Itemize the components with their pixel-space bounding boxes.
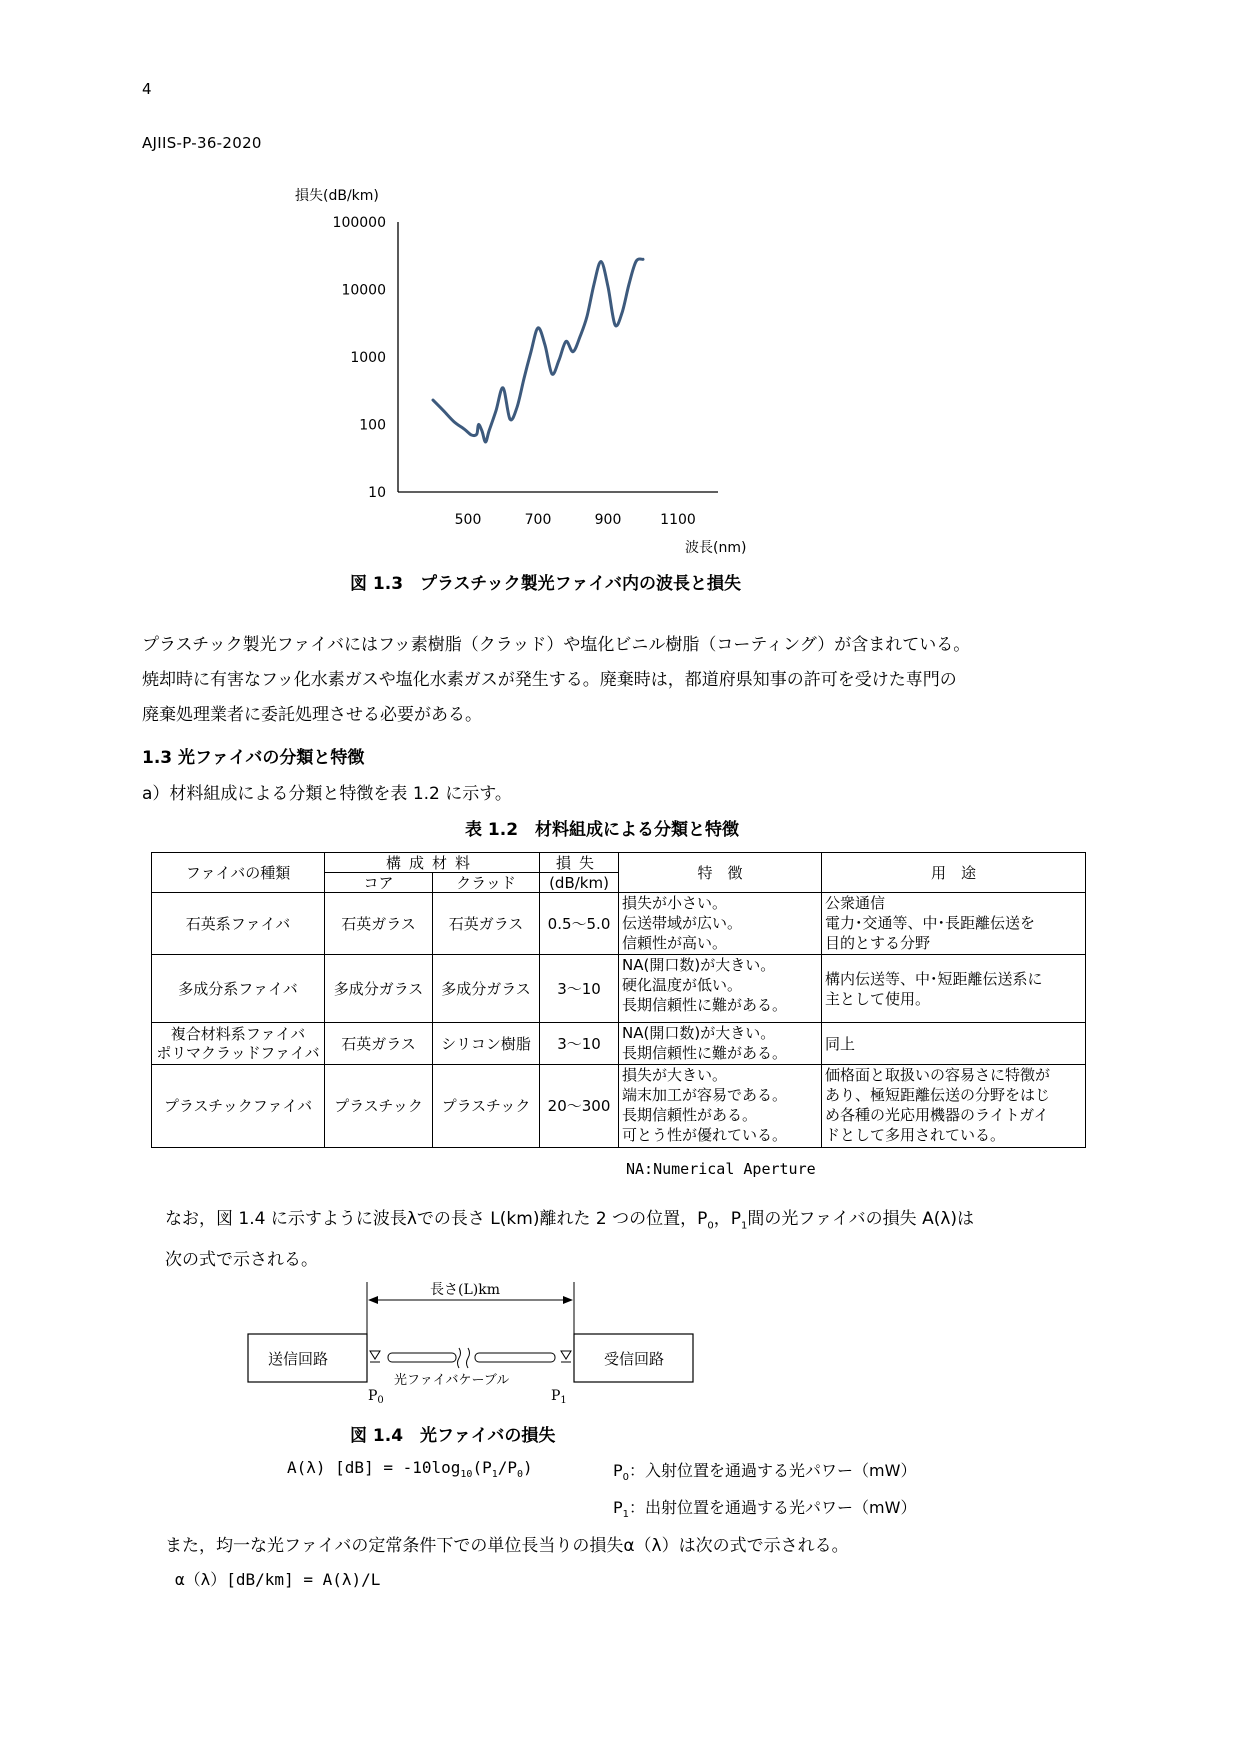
header-core: コア <box>325 873 433 893</box>
cell-clad: シリコン樹脂 <box>433 1023 540 1065</box>
cell-core: プラスチック <box>325 1065 433 1148</box>
cell-use: 構内伝送等、中･短距離伝送系に 主として使用。 <box>822 955 1086 1023</box>
y-tick-label: 10 <box>368 485 386 501</box>
cell-core: 石英ガラス <box>325 1023 433 1065</box>
cell-type: 多成分系ファイバ <box>152 955 325 1023</box>
cell-loss: 0.5〜5.0 <box>540 893 619 955</box>
connector-left-icon <box>370 1351 380 1359</box>
table-1-2-caption: 表 1.2 材料組成による分類と特徴 <box>465 820 740 840</box>
y-tick-label: 10000 <box>341 282 386 299</box>
cell-clad: 多成分ガラス <box>433 955 540 1023</box>
list-item-a: a）材料組成による分類と特徴を表 1.2 に示す。 <box>142 784 512 804</box>
header-clad: クラッド <box>433 873 540 893</box>
fiber-classification-table <box>151 852 1086 1148</box>
x-tick-label: 900 <box>594 512 622 528</box>
y-tick-label: 100000 <box>332 215 386 231</box>
connector-right-icon <box>561 1351 571 1359</box>
cell-feature: NA(開口数)が大きい。 長期信頼性に難がある。 <box>619 1023 822 1065</box>
cell-loss: 20〜300 <box>540 1065 619 1148</box>
table-row <box>152 1065 1086 1148</box>
cell-use: 価格面と取扱いの容易さに特徴が あり、極短距離伝送の分野をはじ め各種の光応用機器のライトガイ ドとして多用されている。 <box>822 1065 1086 1148</box>
cell-feature: 損失が小さい。 伝送帯域が広い。 信頼性が高い。 <box>619 893 822 955</box>
cable-break-icon <box>458 1348 470 1368</box>
fiber-cable-right <box>475 1353 555 1362</box>
cell-clad: プラスチック <box>433 1065 540 1148</box>
figure-1-4-caption: 図 1.4 光ファイバの損失 <box>350 1426 556 1446</box>
x-tick-label: 500 <box>454 512 482 528</box>
table-row <box>152 955 1086 1023</box>
p0-label: $P_0$ <box>368 1388 384 1406</box>
cell-feature: 損失が大きい。 端末加工が容易である。 長期信頼性がある。 可とう性が優れている。 <box>619 1065 822 1148</box>
cell-clad: 石英ガラス <box>433 893 540 955</box>
header-loss-unit: (dB/km) <box>540 873 619 893</box>
header-use: 用 途 <box>822 853 1086 893</box>
x-tick-label: 1100 <box>660 512 696 528</box>
loss-formula: A(λ) $[dB] = -10\log_{10}(P_1/P_0)$ <box>287 1458 533 1481</box>
p0-definition: $P_0$：入射位置を通過する光パワー（mW） <box>613 1461 917 1484</box>
table-row <box>152 893 1086 955</box>
paragraph-unit-loss: また，均一な光ファイバの定常条件下での単位長当りの損失α（λ）は次の式で示される。 <box>165 1536 849 1556</box>
figure-1-3-caption: 図 1.3 プラスチック製光ファイバ内の波長と損失 <box>350 574 741 594</box>
loss-curve <box>433 259 643 442</box>
paragraph-line: 廃棄処理業者に委託処理させる必要がある。 <box>142 705 482 725</box>
page-number: 4 <box>142 80 152 98</box>
unit-loss-formula: α（λ）[dB/km] = A(λ)/L <box>175 1570 381 1589</box>
document-code: AJIIS-P-36-2020 <box>142 134 262 152</box>
cable-label: 光ファイバケーブル <box>394 1373 510 1388</box>
arrow-left-icon <box>368 1296 378 1304</box>
cell-type: プラスチックファイバ <box>152 1065 325 1148</box>
p1-label: $P_1$ <box>551 1388 567 1406</box>
header-feature: 特 徴 <box>619 853 822 893</box>
x-axis-label: 波長(nm) <box>685 540 747 556</box>
paragraph-loss-definition: なお，図 1.4 に示すように波長λでの長さ L(km)離れた 2 つの位置，$P_0$，$P_1$間の光ファイバの損失 A(λ)は 次の式で示される。 <box>165 1209 975 1271</box>
fiber-cable-left <box>388 1353 456 1362</box>
paragraph-line: プラスチック製光ファイバにはフッ素樹脂（クラッド）や塩化ビニル樹脂（コーティング）が含まれている。 <box>142 635 971 655</box>
p1-definition: $P_1$：出射位置を通過する光パワー（mW） <box>613 1498 917 1521</box>
header-material: 構成材料 <box>325 853 540 873</box>
fiber-loss-diagram <box>246 1282 696 1407</box>
cell-type: 石英系ファイバ <box>152 893 325 955</box>
cell-use: 同上 <box>822 1023 1086 1065</box>
length-label: 長さ(L)km <box>430 1282 500 1298</box>
cell-core: 石英ガラス <box>325 893 433 955</box>
header-loss: 損失 <box>540 853 619 873</box>
cell-loss: 3〜10 <box>540 1023 619 1065</box>
table-row <box>152 1023 1086 1065</box>
loss-wavelength-chart <box>280 180 760 570</box>
cell-use: 公衆通信 電力･交通等、中･長距離伝送を 目的とする分野 <box>822 893 1086 955</box>
receiver-label: 受信回路 <box>604 1350 665 1368</box>
header-fiber-type: ファイバの種類 <box>152 853 325 893</box>
cell-loss: 3〜10 <box>540 955 619 1023</box>
transmitter-label: 送信回路 <box>268 1350 329 1368</box>
cell-feature: NA(開口数)が大きい。 硬化温度が低い。 長期信頼性に難がある。 <box>619 955 822 1023</box>
y-tick-label: 1000 <box>350 350 386 366</box>
x-tick-label: 700 <box>524 512 552 528</box>
arrow-right-icon <box>563 1296 573 1304</box>
table-note: NA:Numerical Aperture <box>626 1160 816 1178</box>
paragraph-plastic-fiber-disposal <box>142 628 970 733</box>
cell-type: 複合材料系ファイバ ポリマクラッドファイバ <box>152 1023 325 1065</box>
paragraph-line: 焼却時に有害なフッ化水素ガスや塩化水素ガスが発生する。廃棄時は，都道府県知事の許可を受けた専門の <box>142 670 957 690</box>
cell-core: 多成分ガラス <box>325 955 433 1023</box>
y-tick-label: 100 <box>359 417 386 434</box>
y-axis-label: 損失(dB/km) <box>295 188 379 204</box>
section-heading: 1.3 光ファイバの分類と特徴 <box>142 748 365 768</box>
